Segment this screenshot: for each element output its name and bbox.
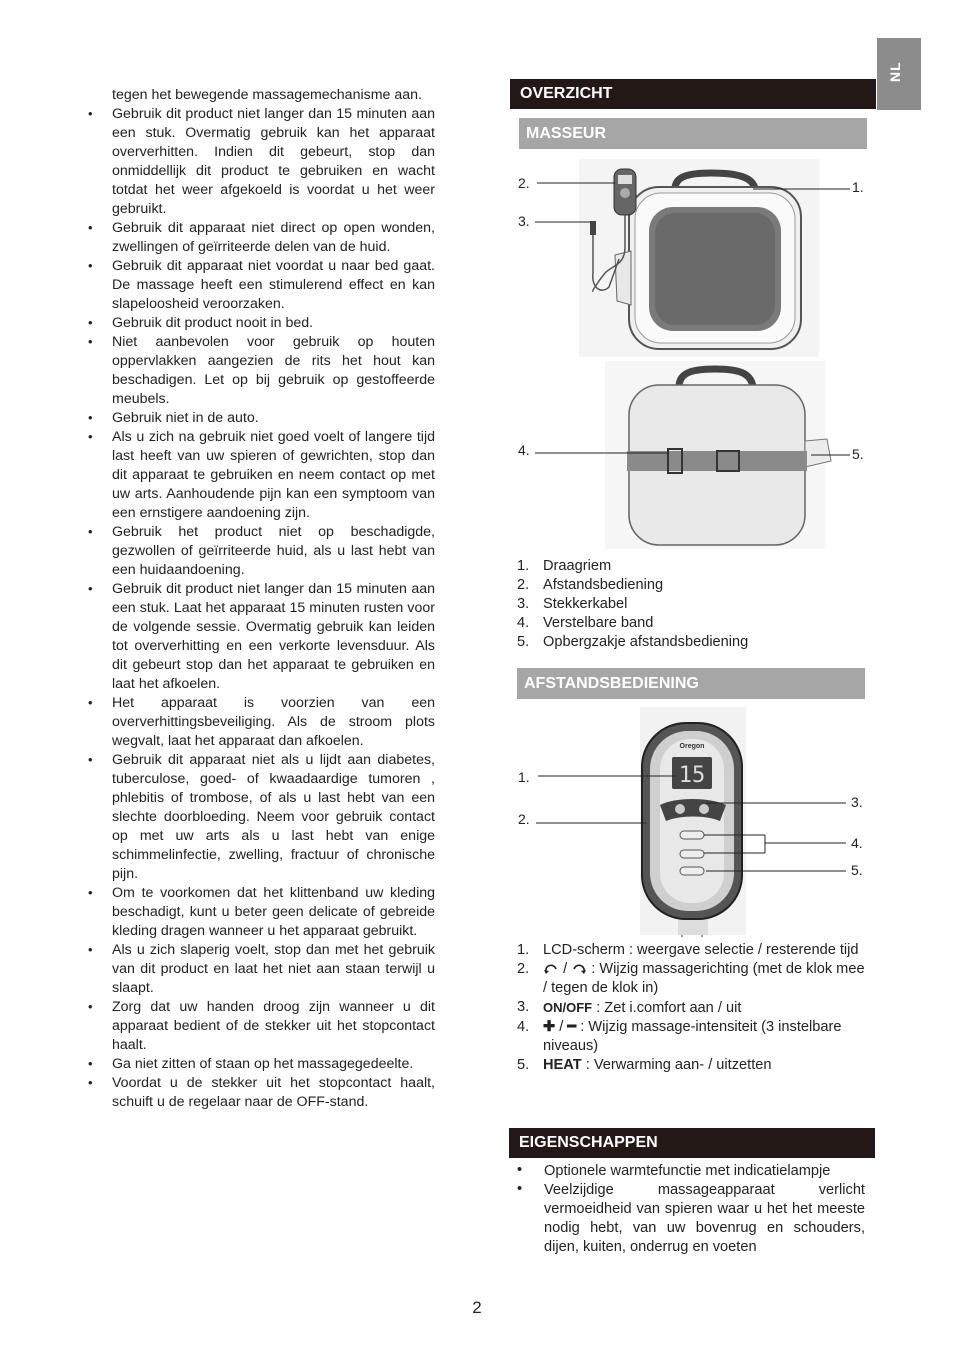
- list-item: • Voordat u de stekker uit het stopcontact haalt, schuift u de regelaar naar de OFF-stand.: [88, 1074, 435, 1112]
- masseur-header: MASSEUR: [519, 118, 867, 149]
- callout-label: 2.: [518, 811, 530, 827]
- list-item: 5. HEAT : Verwarming aan- / uitzetten: [517, 1057, 772, 1073]
- counterclockwise-icon: [571, 963, 587, 976]
- overzicht-header: OVERZICHT: [510, 79, 876, 109]
- list-item: 5. Opbergzakje afstandsbediening: [517, 634, 749, 650]
- callout-label: 1.: [852, 179, 864, 195]
- plus-icon: ✚: [543, 1019, 556, 1035]
- list-item: • Gebruik dit apparaat niet voordat u naar bed gaat. De massage heeft een stimulerend effect en kan slapeloosheid veroorzaken.: [88, 257, 435, 314]
- callout-label: 4.: [518, 442, 530, 458]
- list-item: • Gebruik dit product nooit in bed.: [88, 314, 435, 333]
- masseur-parts-list: [517, 557, 869, 652]
- list-item: • Optionele warmtefunctie met indicatielampje: [517, 1162, 865, 1181]
- list-item: • Gebruik niet in de auto.: [88, 409, 435, 428]
- lcd-display: 15: [678, 763, 706, 788]
- callout-label: 5.: [852, 446, 864, 462]
- callout-label: 4.: [851, 835, 863, 851]
- safety-bullet-list: [88, 105, 435, 1112]
- list-item: • Gebruik het product niet op beschadigde, gezwollen of geïrriteerde huid, als u last hebt van een huidaandoening.: [88, 523, 435, 580]
- list-item: 1. LCD-scherm : weergave selectie / resterende tijd: [517, 942, 859, 958]
- off-label: OFF: [566, 1000, 593, 1015]
- language-tab-label: NL: [887, 61, 903, 82]
- callout-label: 2.: [518, 175, 530, 191]
- on-label: ON: [543, 1000, 563, 1015]
- callout-label: 3.: [851, 794, 863, 810]
- list-item: • Niet aanbevolen voor gebruik op houten oppervlakken aangezien de rits het hout kan beschadigen. Let op bij gebruik op gestoffeerde meubels.: [88, 333, 435, 409]
- list-item: 4. ✚ / ━ : Wijzig massage-intensiteit (3 instelbare niveaus): [517, 1019, 842, 1054]
- safety-instructions: [88, 86, 435, 1112]
- list-item: 2. Afstandsbediening: [517, 577, 664, 593]
- list-item: 3. ON/OFF : Zet i.comfort aan / uit: [517, 999, 742, 1016]
- remote-illustration: [510, 705, 870, 937]
- page-number: 2: [472, 1298, 482, 1317]
- list-item: • Veelzijdige massageapparaat verlicht vermoeidheid van spieren waar u het het meeste nodig hebt, van uw bovenrug en schouders, dijen, kuiten, onderrug en voeten: [517, 1181, 865, 1257]
- language-tab: [877, 38, 921, 110]
- clockwise-icon: [543, 963, 559, 976]
- masseur-illustration: [505, 155, 875, 550]
- features-list: [517, 1162, 865, 1257]
- list-item: • Als u zich slaperig voelt, stop dan met het gebruik van dit product en laat het niet aan staan terwijl u slaapt.: [88, 941, 435, 998]
- callout-label: 3.: [518, 213, 530, 229]
- list-item: • Zorg dat uw handen droog zijn wanneer u dit apparaat bedient of de stekker uit het stopcontact haalt.: [88, 998, 435, 1055]
- list-item: • Gebruik dit product niet langer dan 15 minuten aan een stuk. Overmatig gebruik kan het apparaat oververhitten. Indien dit gebeurt, stop dan onmiddellijk dit product te gebruiken en wacht totdat het weer afgekoeld is voordat u het weer gebruikt.: [88, 105, 435, 219]
- brand-logo: Oregon: [679, 743, 705, 750]
- list-item: • Gebruik dit product niet langer dan 15 minuten aan een stuk. Laat het apparaat 15 minuten rusten voor de volgende sessie. Overmatig gebruik kan leiden tot oververhitting en een verkorte levensduur. Als dit gebeurt stop dan het apparaat te gebruiken en laat het afkoelen.: [88, 580, 435, 694]
- list-item: • Ga niet zitten of staan op het massagegedeelte.: [88, 1055, 435, 1074]
- list-item: 2. / : Wijzig massagerichting (met de klok mee / tegen de klok in): [517, 961, 865, 996]
- list-item: 1. Draagriem: [517, 558, 612, 574]
- list-item: • Om te voorkomen dat het klittenband uw kleding beschadigt, kunt u beter geen delicate of gebreide kleding dragen wanneer u het apparaat gebruikt.: [88, 884, 435, 941]
- remote-functions-list: [517, 941, 869, 1075]
- eigenschappen-header: EIGENSCHAPPEN: [509, 1128, 875, 1158]
- continuation-text: tegen het bewegende massagemechanisme aan.: [112, 87, 422, 103]
- callout-label: 1.: [518, 769, 530, 785]
- list-item: • Gebruik dit apparaat niet als u lijdt aan diabetes, tuberculose, goed- of kwaadaardige tumoren , phlebitis of trombose, of als u last hebt van een slechte doorbloeding. Neem voor gebruik contact op met uw arts als u last hebt van enige schimmelinfectie, zwelling, fractuur of chronische pijn.: [88, 751, 435, 884]
- callout-label: 5.: [851, 862, 863, 878]
- list-item: • Gebruik dit apparaat niet direct op open wonden, zwellingen of geïrriteerde delen van de huid.: [88, 219, 435, 257]
- list-item: 3. Stekkerkabel: [517, 596, 628, 612]
- minus-icon: ━: [567, 1019, 577, 1035]
- list-item: 4. Verstelbare band: [517, 615, 654, 631]
- afstandsbediening-header: AFSTANDSBEDIENING: [517, 668, 865, 699]
- list-item: • Het apparaat is voorzien van een oververhittingsbeveiliging. Als de stroom plots wegvalt, laat het apparaat dan afkoelen.: [88, 694, 435, 751]
- list-item: • Als u zich na gebruik niet goed voelt of langere tijd last heeft van uw spieren of gewrichten, stop dan dit apparaat te gebruiken en neem contact op met uw arts. Aanhoudende pijn kan een symptoom van een ernstigere aandoening zijn.: [88, 428, 435, 523]
